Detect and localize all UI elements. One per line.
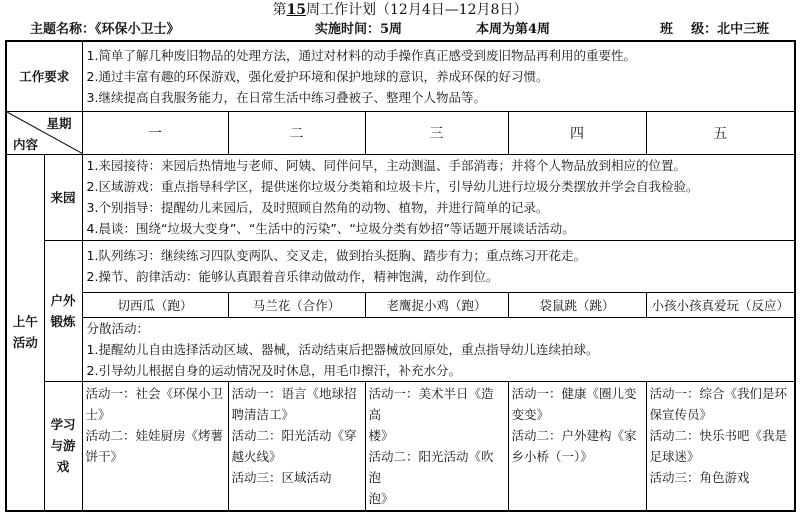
day-wed: 三 bbox=[365, 111, 508, 154]
activity-line: 活动二：阳光活动《吹泡 bbox=[368, 448, 494, 485]
activity-line: 楼》 bbox=[368, 427, 394, 443]
game-thu: 袋鼠跳（跳） bbox=[508, 292, 646, 317]
theme-info bbox=[30, 20, 180, 40]
activity-line: 活动三：区域活动 bbox=[231, 469, 332, 485]
activity-line: 士》 bbox=[85, 406, 111, 422]
outdoor-label-text: 户外锻炼 bbox=[50, 292, 76, 329]
period-value: 5周 bbox=[380, 22, 403, 37]
arrival-content bbox=[82, 154, 795, 240]
theme-label: 主题名称： bbox=[30, 22, 96, 37]
title-prefix: 第 bbox=[272, 2, 287, 18]
activity-line: 越火线》 bbox=[231, 448, 282, 464]
page-title bbox=[0, 0, 800, 20]
free-activity-content bbox=[82, 317, 795, 381]
days-header-row bbox=[6, 111, 795, 154]
outdoor-item: 2.操节、韵律活动：能够认真跟着音乐律动做动作，精神饱满，动作到位。 bbox=[86, 269, 499, 284]
activity-line: 活动一：健康《圈儿变 bbox=[511, 385, 637, 401]
current-week: 本周为第4周 bbox=[476, 22, 551, 37]
game-tue: 马兰花（合作） bbox=[228, 292, 365, 317]
activity-line: 活动一：美术半日《造高 bbox=[368, 385, 494, 422]
weekday-label: 星期 bbox=[46, 115, 72, 131]
arrival-item: 1.来园接待：来园后热情地与老师、阿姨、同伴问早，主动测温、手部消毒；并将个人物品放到相应的位置。 bbox=[86, 158, 686, 173]
goals-label: 工作要求 bbox=[6, 41, 82, 111]
arrival-item: 4.晨谈：围绕“垃圾大变身”、“生活中的污染”、“垃圾分类有妙招”等话题开展谈话活动。 bbox=[86, 221, 575, 236]
arrival-label: 来园 bbox=[44, 154, 82, 240]
period-label: 实施时间： bbox=[315, 22, 381, 37]
study-mon bbox=[82, 381, 228, 511]
free-activity-title: 分散活动： bbox=[86, 320, 150, 336]
activity-line: 活动一：综合《我们是环 bbox=[649, 385, 788, 401]
goal-item: 2.通过丰富有趣的环保游戏，强化爱护环境和保护地球的意识，养成环保的好习惯。 bbox=[86, 68, 549, 84]
study-thu bbox=[508, 381, 646, 511]
game-mon: 切西瓜（跑） bbox=[82, 292, 228, 317]
study-fri bbox=[646, 381, 795, 511]
outdoor-content bbox=[82, 240, 795, 292]
arrival-item: 2.区域游戏：重点指导科学区，提供迷你垃圾分类箱和垃圾卡片，引导幼儿进行垃圾分类摆放并学会自我检验。 bbox=[86, 179, 699, 194]
activity-line: 饼干》 bbox=[85, 448, 124, 464]
activity-line: 活动二：户外建构《家 bbox=[511, 427, 637, 443]
activity-line: 活动一：语言《地球招 bbox=[231, 385, 357, 401]
period-info bbox=[315, 20, 402, 40]
day-fri: 五 bbox=[646, 111, 795, 154]
weekly-plan-table bbox=[5, 40, 796, 512]
class-name: 北中三班 bbox=[717, 22, 770, 37]
day-mon: 一 bbox=[82, 111, 228, 154]
games-row bbox=[6, 292, 795, 317]
diagonal-header-cell bbox=[6, 111, 82, 154]
game-wed: 老鹰捉小鸡（跑） bbox=[365, 292, 508, 317]
activity-line: 活动二：快乐书吧《我是 bbox=[649, 427, 788, 443]
content-label: 内容 bbox=[13, 136, 39, 152]
game-fri: 小孩小孩真爱玩（反应） bbox=[646, 292, 795, 317]
activity-line: 乡小桥（一）》 bbox=[511, 448, 593, 464]
study-wed bbox=[365, 381, 508, 511]
study-tue bbox=[228, 381, 365, 511]
activity-line: 泡》 bbox=[368, 490, 394, 506]
theme-name: 《环保小卫士》 bbox=[95, 22, 180, 37]
goals-content bbox=[82, 41, 795, 111]
class-label: 班 级： bbox=[660, 22, 718, 37]
activity-line: 聘清洁工》 bbox=[231, 406, 295, 422]
outdoor-label bbox=[44, 240, 82, 381]
activity-line: 活动三：角色游戏 bbox=[649, 469, 750, 485]
goal-item: 1.简单了解几种废旧物品的处理方法，通过对材料的动手操作真正感受到废旧物品再利用的重要性。 bbox=[86, 47, 636, 63]
week-number: 15 bbox=[286, 2, 307, 18]
morning-label bbox=[6, 154, 44, 511]
arrival-row bbox=[6, 154, 795, 240]
outdoor-row bbox=[6, 240, 795, 292]
goal-item: 3.继续提高自我服务能力，在日常生活中练习叠被子、整理个人物品等。 bbox=[86, 89, 486, 105]
free-activity-row bbox=[6, 317, 795, 381]
activity-line: 变变》 bbox=[511, 406, 550, 422]
day-thu: 四 bbox=[508, 111, 646, 154]
day-tue: 二 bbox=[228, 111, 365, 154]
study-row bbox=[6, 381, 795, 511]
free-activity-item: 1.提醒幼儿自由选择活动区域、器械，活动结束后把器械放回原处，重点指导幼儿连续拍球。 bbox=[86, 341, 599, 357]
arrival-item: 3.个别指导：提醒幼儿来园后，及时照顾自然角的动物、植物，并进行简单的记录。 bbox=[86, 200, 549, 215]
goals-row bbox=[6, 41, 795, 111]
study-label-text: 学习与游戏 bbox=[50, 417, 76, 474]
title-suffix: 周工作计划（12月4日—12月8日） bbox=[306, 2, 528, 18]
class-info bbox=[660, 20, 769, 40]
activity-line: 保宣传员》 bbox=[649, 406, 713, 422]
activity-line: 活动二：娃娃厨房《烤薯 bbox=[85, 427, 224, 443]
activity-line: 足球迷》 bbox=[649, 448, 700, 464]
outdoor-item: 1.队列练习：继续练习四队变两队、交叉走，做到抬头挺胸、踏步有力；重点练习开花走。 bbox=[86, 248, 586, 263]
morning-label-text: 上午活动 bbox=[12, 314, 38, 350]
study-label bbox=[44, 381, 82, 511]
activity-line: 活动一：社会《环保小卫 bbox=[85, 385, 224, 401]
free-activity-item: 2.引导幼儿根据自身的运动情况及时休息，用毛巾擦汗，补充水分。 bbox=[86, 362, 461, 378]
activity-line: 活动二：阳光活动《穿 bbox=[231, 427, 357, 443]
